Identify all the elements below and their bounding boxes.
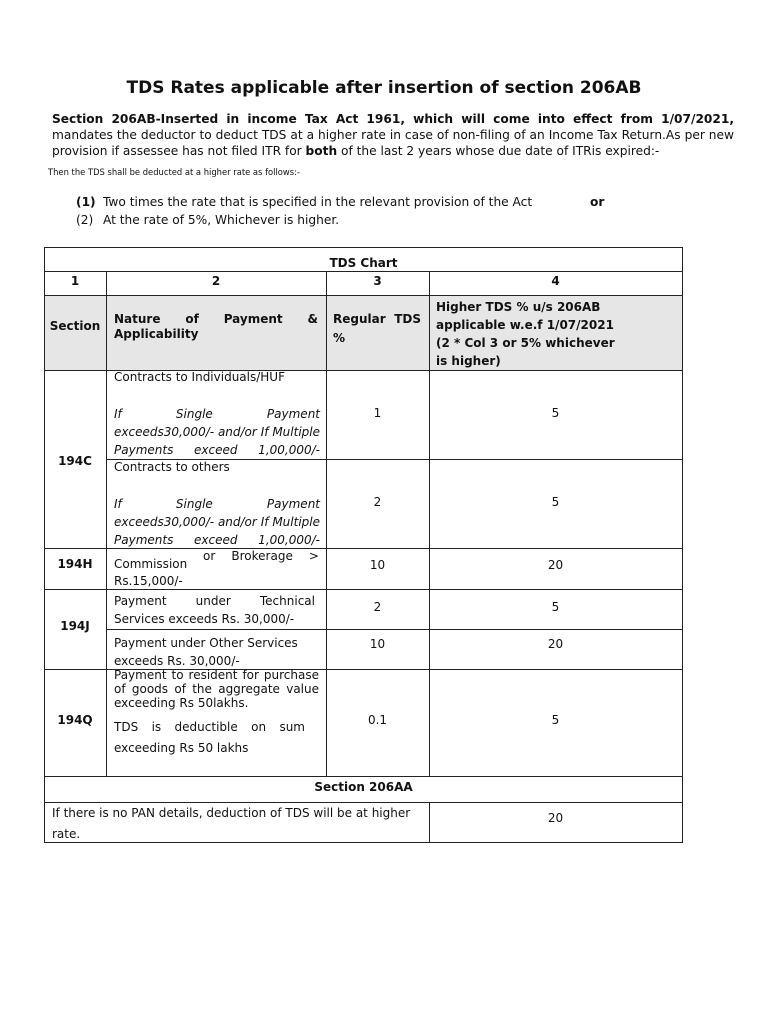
section-194q: 194Q: [57, 713, 93, 727]
commission-or-brokerage: or Brokerage >: [203, 549, 319, 563]
section-206aa-title: Section 206AA: [314, 780, 413, 794]
commission-label: Commission: [114, 557, 188, 571]
purchase-goods-text: Payment to resident for purchase of goods of the aggregate value exceeding Rs 50lakhs.: [114, 668, 319, 710]
other-services-higher: 20: [547, 637, 564, 651]
intro-paragraph: [52, 111, 734, 159]
no-pan-text: If there is no PAN details, deduction of TDS will be at higher rate.: [52, 806, 411, 841]
technical-services-higher: 5: [551, 600, 560, 614]
contract-others-regular: 2: [373, 495, 382, 509]
table-line: [106, 629, 683, 630]
table-line: [44, 776, 683, 777]
contract-individuals-regular: 1: [373, 406, 382, 420]
option-or: or: [590, 195, 605, 209]
contract-individuals-title: Contracts to Individuals/HUF: [114, 370, 285, 384]
chart-caption: TDS Chart: [329, 256, 398, 270]
col-number-4: 4: [551, 274, 560, 288]
purchase-goods-regular: 0.1: [367, 713, 388, 727]
contract-others-title: Contracts to others: [114, 460, 230, 474]
table-line: [326, 271, 327, 777]
option-2-number: (2): [76, 213, 94, 227]
option-1-number: (1): [76, 195, 96, 209]
header-section: Section: [49, 319, 101, 333]
table-line: [44, 247, 45, 843]
header-regular-line-1: Regular TDS: [333, 312, 421, 326]
other-services-regular: 10: [369, 637, 386, 651]
commission-amount: Rs.15,000/-: [114, 574, 183, 588]
technical-services-regular: 2: [373, 600, 382, 614]
commission-regular: 10: [369, 558, 386, 572]
commission-higher: 20: [547, 558, 564, 572]
other-services-text: Payment under Other Services exceeds Rs. 30,000/-: [114, 636, 298, 668]
table-line: [44, 295, 683, 296]
option-1-text: Two times the rate that is specified in the relevant provision of the Act: [103, 195, 533, 209]
intro-text-1: mandates the deductor to deduct TDS at a higher rate in case of non-filing of an Income Tax Return.As per new provision if assessee has not filed ITR for: [52, 128, 734, 158]
tds-deductible-text: TDS is deductible on sum exceeding Rs 50 lakhs: [114, 720, 305, 755]
col-number-2: 2: [211, 274, 221, 288]
then-line: Then the TDS shall be deducted at a higher rate as follows:-: [48, 167, 300, 177]
section-194h: 194H: [57, 557, 93, 571]
section-194c: 194C: [58, 454, 92, 468]
header-higher-tds: Higher TDS % u/s 206AB applicable w.e.f 1/07/2021 (2 * Col 3 or 5% whichever is higher): [436, 300, 615, 368]
table-line: [682, 247, 683, 843]
contract-others-condition: If Single Payment exceeds30,000/- and/or If Multiple Payments exceed 1,00,000/-: [114, 497, 320, 547]
col-number-1: 1: [70, 274, 80, 288]
header-regular-line-2: %: [333, 331, 346, 345]
contract-others-higher: 5: [551, 495, 560, 509]
intro-text-2: of the last 2 years whose due date of ITRis expired:-: [337, 144, 660, 158]
intro-both: both: [305, 144, 338, 158]
header-nature-line-2: Applicability: [114, 327, 199, 341]
intro-bold-lead: Section 206AB-Inserted in income Tax Act 1961, which will come into effect from 1/07/2021,: [52, 112, 734, 126]
col-number-3: 3: [373, 274, 382, 288]
option-2-text: At the rate of 5%, Whichever is higher.: [103, 213, 340, 227]
table-line: [106, 271, 107, 777]
no-pan-higher: 20: [547, 811, 564, 825]
purchase-goods-higher: 5: [551, 713, 560, 727]
section-194j: 194J: [60, 619, 90, 633]
table-line: [429, 271, 430, 777]
page-title: TDS Rates applicable after insertion of section 206AB: [126, 78, 642, 98]
technical-services-text: Payment under Technical Services exceeds Rs. 30,000/-: [114, 594, 315, 626]
header-nature-line-1: Nature of Payment &: [114, 312, 318, 326]
option-1: [76, 195, 532, 209]
table-line: [44, 247, 683, 248]
option-2: [76, 213, 339, 227]
contract-individuals-higher: 5: [551, 406, 560, 420]
contract-individuals-condition: If Single Payment exceeds30,000/- and/or If Multiple Payments exceed 1,00,000/-: [114, 407, 320, 457]
